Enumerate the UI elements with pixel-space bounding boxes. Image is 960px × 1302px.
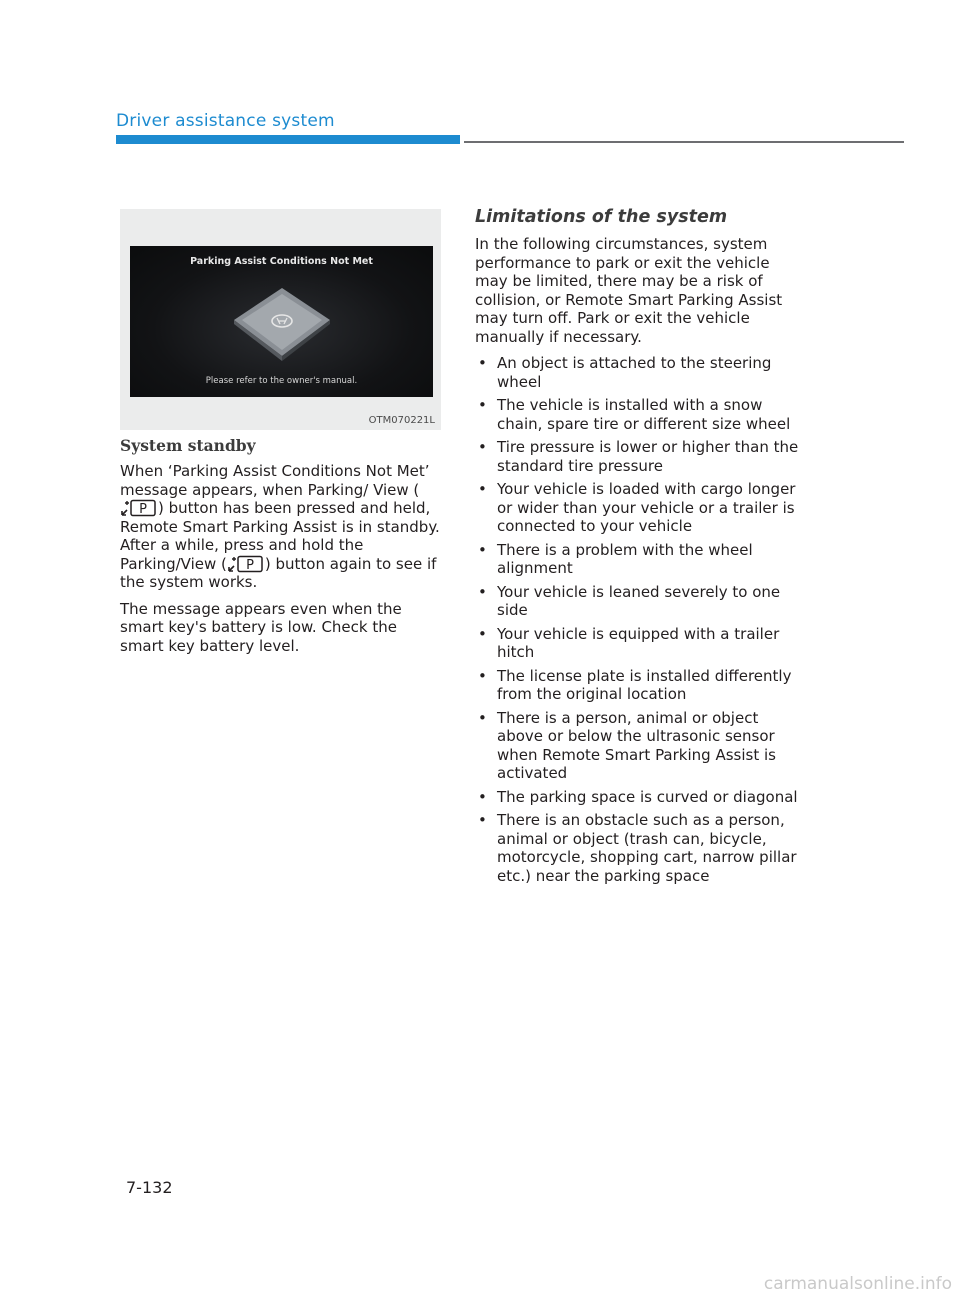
limitations-intro: In the following circumstances, system performance to park or exit the vehicle may be limited, there may be a risk of collision, or Remote Smart Parking Assist may turn off. Park or exit the vehicle manually if necessary. <box>475 235 783 346</box>
svg-text:P: P <box>139 502 147 517</box>
screen-message: Please refer to the owner's manual. <box>205 376 358 386</box>
list-item-text: Your vehicle is equipped with a trailer hitch <box>497 624 780 661</box>
list-item-text: Tire pressure is lower or higher than the standard tire pressure <box>497 438 799 475</box>
bullet-marker: • <box>478 354 487 372</box>
bullet-marker: • <box>478 708 487 727</box>
watermark: carmanualsonline.info <box>763 1274 952 1294</box>
standby-paragraph <box>120 462 445 592</box>
header-accent-bar <box>116 135 460 144</box>
list-item <box>475 354 800 391</box>
para-text-part3: ) button again to see if the system works. <box>120 554 437 591</box>
bullet-marker: • <box>478 624 487 643</box>
battery-paragraph: The message appears even when the smart key's battery is low. Check the smart key battery level. <box>120 599 402 655</box>
limitations-list <box>475 354 800 885</box>
list-item <box>475 541 800 578</box>
section-heading-limitations: Limitations of the system <box>475 207 728 227</box>
bullet-marker: • <box>478 787 487 806</box>
list-item-text: An object is attached to the steering wheel <box>497 354 772 391</box>
list-item <box>475 396 800 433</box>
list-item-text: Your vehicle is leaned severely to one side <box>497 582 781 619</box>
hyundai-smart-key-icon <box>230 284 334 364</box>
bullet-marker: • <box>478 582 487 601</box>
left-column <box>120 436 445 663</box>
right-column <box>475 207 800 890</box>
parking-view-button-icon <box>120 499 158 517</box>
page-number: 7-132 <box>126 1178 173 1197</box>
bullet-marker: • <box>478 811 487 829</box>
parking-view-button-icon <box>227 555 265 573</box>
list-item <box>475 788 800 807</box>
list-item-text: The vehicle is installed with a snow chain, spare tire or different size wheel <box>497 396 791 433</box>
screen-title: Parking Assist Conditions Not Met <box>190 256 373 267</box>
list-item <box>475 583 800 620</box>
section-title: Driver assistance system <box>116 111 335 131</box>
list-item <box>475 480 800 536</box>
list-item-text: There is an obstacle such as a person, animal or object (trash can, bicycle, motorcycle, shopping cart, narrow pillar etc.) near the parking space <box>497 811 797 885</box>
list-item <box>475 625 800 662</box>
bullet-marker: • <box>478 396 487 414</box>
list-item-text: Your vehicle is loaded with cargo longer or wider than your vehicle or a trailer is connected to your vehicle <box>497 480 796 535</box>
bullet-marker: • <box>478 666 487 685</box>
figure <box>120 209 441 430</box>
svg-text:P: P <box>245 557 254 573</box>
para-text-part1: When ‘Parking Assist Conditions Not Met’ message appears, when Parking/ View ( <box>120 462 430 499</box>
list-item-text: There is a person, animal or object above or below the ultrasonic sensor when Remote Smart Parking Assist is activated <box>497 708 776 782</box>
subheading-system-standby: System standby <box>120 436 256 455</box>
display-screen <box>130 246 433 397</box>
bullet-marker: • <box>478 480 487 498</box>
bullet-marker: • <box>478 540 487 559</box>
figure-code: OTM070221L <box>368 415 435 426</box>
header-rule <box>464 141 904 143</box>
list-item <box>475 811 800 885</box>
bullet-marker: • <box>478 438 487 456</box>
list-item-text: The license plate is installed differently from the original location <box>497 666 792 703</box>
list-item <box>475 709 800 783</box>
list-item-text: There is a problem with the wheel alignment <box>497 540 753 577</box>
list-item <box>475 667 800 704</box>
list-item <box>475 438 800 475</box>
list-item-text: The parking space is curved or diagonal <box>497 787 798 806</box>
para-text-part2: ) button has been pressed and held, Remote Smart Parking Assist is in standby. After a while, press and hold the Parking/View ( <box>120 499 440 573</box>
